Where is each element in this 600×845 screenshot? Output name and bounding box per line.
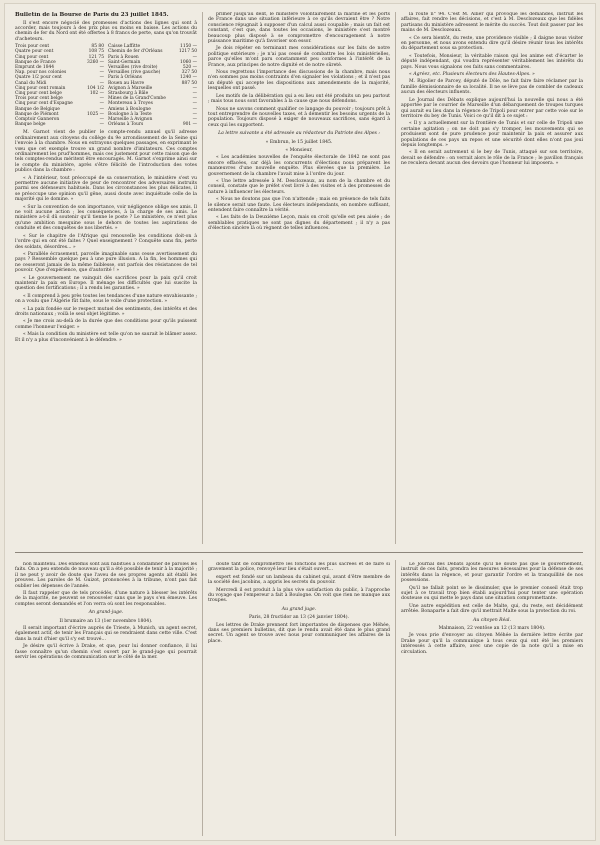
rate-name: Cinq pour cent romain [15, 85, 66, 91]
letter-heading: Au citoyen Réal. [473, 617, 511, 623]
rate-value: 1217 50 [178, 49, 197, 55]
column-2 [208, 12, 390, 550]
rate-value: — [192, 90, 197, 96]
stock-rates [15, 44, 197, 127]
article-paragraph: la route n° 94. C'est M. Allier qui provoque les demandes, instruit les affaires, fait rendre les décisions, et c'est à M. Desclozeaux que les fidèles partisans du ministère adressent le mérite du succès. Tout doit passer par les mains de M. Desclozeaux. [401, 12, 583, 34]
rate-name: Versailles (rive gauche) [108, 70, 161, 76]
rate-name: Nap. pour nos colonies [15, 70, 67, 76]
rate-row [15, 122, 104, 127]
letter-date: Malmaison, 22 ventôse an 12 (13 mars 1804). [438, 626, 546, 632]
rate-value: 1025 — [87, 111, 104, 117]
feuilleton-column-2 [208, 562, 390, 838]
article-paragraph: Qu'il ne fallait point se le dissimuler, que le premier conseil était trop sujet à ce travail trop bien établi aujourd'hui pour tenter une opération douteuse ou qui mette le pays dans une situation compromettante. [401, 585, 583, 602]
newspaper-page [4, 3, 596, 841]
column-divider [395, 560, 396, 836]
rate-value: 901 — [182, 122, 197, 128]
rate-name: Chemin de fer d'Orléans [108, 49, 163, 55]
rate-name: Avignon à Marseille [108, 85, 153, 91]
article-paragraph: « Toutefois, Monsieur, la véritable raison qui les anime est d'écarter le député indépendant, qui voudra représenter véritablement les intérêts du pays. Nous vous signalons ces faits sans commentaires. [401, 53, 583, 70]
rate-value: — [99, 64, 104, 70]
rate-value: — [192, 85, 197, 91]
column-3 [401, 12, 583, 550]
article-paragraph: « A l'intérieur, tout préoccupé de sa conservation, le ministère s'est vu permettre aucune initiative de peur de rencontrer des adversaires instruits parmi ses défenseurs habituels. Dans les circonstances les plus délicates, il se préoccupe une opinion qu'il gêne, aussi doute avec inquiétude celle de la majorité qui le domine. » [15, 175, 197, 203]
rate-name: Amiens à Boulogne [108, 106, 151, 112]
column-divider [202, 12, 203, 544]
article-paragraph: M. Rigolier de Parcey, député de Dôle, ne fait faire faire réclamer par la famille démissionnaire de sa localité. Il ne se lève pas de combler de cadeaux aucun des électeurs influents. [401, 79, 583, 96]
rate-name: Cinq pour cent belge [15, 90, 62, 96]
article-paragraph: Nous ne savons comment qualifier ce langage du pouvoir ; toujours prêt à tout entreprendre de nouvelles taxes, et à démentir les besoins urgents de la population. Toujours disposé à exiger de nouveaux sacrifices, sans égard à ceux qui les supportent. [208, 106, 390, 128]
article-paragraph: « Il y a actuellement sur la frontière de Tunis et sur celle de Tripoli une certaine agitation ; on ne doit pas s'y tromper, les mouvements qui se produisent sont de pure prudence pour maintenir la paix et assurer aux populations de ces pays un repos et une sécurité dont elles n'ont pas joui depuis longtemps. » [401, 121, 583, 148]
rate-value: 3260 — [87, 59, 104, 65]
letter-date: Paris, 28 fructidor an 13 (24 janvier 1804). [248, 615, 350, 621]
rate-name: Saint-Germain [108, 59, 141, 65]
article-paragraph: Les motifs de la délibération qui a eu lieu ont été produits un peu partout ; mais tous nous sont favorables à la cause que nous défendons. [208, 93, 390, 105]
article-paragraph: « Mais la condition du ministère est telle qu'on ne saurait le blâmer assez. Et il n'y a plus d'inconvénient à le défendre. » [15, 332, 197, 343]
rate-value: 108 75 [88, 49, 104, 55]
article-paragraph: « Le gouvernement ne vainquit dès sacrifices pour la paix qu'il croit maintenir la paix en Europe. Il ménage les difficultés que lui suscite la question des fortifications ; il a rendu les garanties. » [15, 275, 197, 292]
article-paragraph: Le Journal des Débats explique aujourd'hui la nouvelle qui nous a été apportée par le courrier de Marseille d'un débarquement de troupes turques qui aurait eu lieu dans la régence de Tripoli pour entrer par cette voie sur le territoire du bey de Tunis. Voici ce qu'il dit à ce sujet : [401, 97, 583, 119]
rate-name: Quatre pour cent [15, 49, 54, 55]
article-paragraph: « Nous ne doutons pas que l'on n'attende ; mais en présence de tels faits le silence serait une faute. Les électeurs indépendants, en nombre suffisant, entendent faire connaître la vérité. [208, 197, 390, 213]
rate-name: Banque de France [15, 59, 56, 65]
article-paragraph: « Sur la convention de son importance, voir négligence oblige ses amis. Il ne voit aucune action ; les conséquences, à la charge de ses amis. Le ministère a-t-il dû soutenir qu'il tienne le poste ? Le ministère, ce n'est plus qu'une ambition mesquine sous le dehors de toutes les aspirations de conduite et des conquêtes de nos libertés. » [15, 204, 197, 232]
article-paragraph: primer jusqu'au délit, le ministère volontairement la marine et les ports de France dans une situation inférieure à ce qu'ils devraient être ? Notre conscience répugnait à supposer d'un calcul aussi coupable ; mais un fait est constant, c'est que, dans toutes les occasions, le ministère s'est montré beaucoup plus disposé à se compromettre d'encouragement à notre puissance maritime qu'à favoriser son essor. [208, 12, 390, 45]
rate-row [108, 122, 197, 127]
article-paragraph: « Je me crois au-delà de la durée que des conditions pour qu'ils puissent comme l'honneur l'exiger. » [15, 319, 197, 330]
rate-value: — [99, 75, 104, 81]
article-paragraph: doute tant de compromettre les fonctions les plus sacrées et de faire si gravement la police, renvoyé leur lieu s'était ouvert... [208, 562, 390, 573]
rate-value: — [192, 96, 197, 102]
feuilleton-column-3 [401, 562, 583, 838]
article-paragraph: Il faut rappeler que de tels procédés, d'une nature à blesser les intérêts de la majorité, ne peuvent se renouveler sans que le pays s'en émeuve. Les comptes seront demandés et l'on verra où sont les responsables. [15, 591, 197, 607]
rate-name: Strasbourg à Bâle [108, 90, 149, 96]
letter-salutation: « Monsieur, [285, 147, 313, 153]
article-paragraph: « Sur le chapitre de l'Afrique qui renouvelle les conditions doit-on à l'ordre qui en ont été faites ? Quel enseignement ? Conquête sans fin, perte des soldats, désordres... » [15, 233, 197, 250]
letter-heading: An grand-juge. [88, 610, 124, 616]
rate-name: Marseille à Avignon [108, 116, 153, 122]
rate-name: Boulogne à la Teste [108, 111, 152, 117]
article-paragraph: « Les académies nouvelles de l'enquête électorale de 1842 ne sont pas encore effacées, car déjà les concurrents d'élections nous préparent les manœuvres d'une nouvelle enquête. Plus élevées que la première. Le gouvernement de la chambre l'avait mise à l'ordre du jour. [208, 155, 390, 177]
rate-name: Emprunt de 1844 [15, 64, 55, 70]
bulletin-title: Bulletin de la Bourse de Paris du 23 juillet 1845. [15, 12, 169, 18]
article-paragraph: « Il en serait autrement si le bey de Tunis, attaqué sur son territoire, devait se défendre : on verrait alors le rôle de la France ; le pavillon français ne reculera devant aucun des devoirs que l'honneur lui imposera. » [401, 150, 583, 167]
rate-name: Caisse Laffitte [108, 44, 141, 50]
letter-date: Il brumaire an 13 (1er novembre 1804). [59, 618, 153, 624]
article-paragraph: « Les faits de la Deuxième Leçon, mais on croit qu'elle est peu aisée ; de semblables pratiques ne sont pas dignes du département ; il n'y a pas d'élection sincère là où règnent de telles influences. [208, 215, 390, 232]
bulletin-intro: Il s'est encore négocié des promesses d'actions des lignes qui sont à accorder, mais toujours à des prix plus ou moins en baisse. Les actions du chemin de fer du Nord ont été offertes à 8 francs de perte, sans qu'on trouvât d'acheteurs. [15, 20, 197, 42]
rate-name: Trois pour cent belge [15, 96, 63, 102]
section-rule [15, 552, 583, 553]
article-paragraph: expert est fondé sur un lambeau du cabinet qui, avant d'être membre de la société des jacobins, a appris les secrets du pouvoir. [208, 574, 390, 586]
article-paragraph: « La paix fondée sur le respect mutuel des sentiments, des intérêts et des droits nationaux ; voilà le seul objet légitime. » [15, 306, 197, 317]
rate-name: Cinq pour cent d'Espagne [15, 101, 73, 107]
article-paragraph: Le Journal des Débats ajoute qu'il ne doute pas que le gouvernement, instruit de ces faits, prendra les mesures nécessaires pour la défense de ses intérêts dans la régence, et pour garantir l'ordre et la tranquillité de nos possessions. [401, 562, 583, 584]
article-paragraph: « Il comprend à peu près toutes les tendances d'une nature envahissante ; on a voulu que l'Algérie fût faite, sous le voile d'une protection. » [15, 293, 197, 305]
rate-value: — [99, 80, 104, 86]
rate-value: — [192, 111, 197, 117]
article-paragraph: Je vous prie d'envoyer au citoyen Méhée la dernière lettre écrite par Drake pour qu'il la communique à tous ceux qui ont été les premiers intéressés à cette affaire, avec une copie de la note qu'il a mise en circulation. [401, 633, 583, 655]
rates-table-left [15, 44, 104, 127]
article-paragraph: Je dois répéter en terminant mes considérations sur les faits de notre politique extérieure ; je n'ai pas cessé de combattre les lois ministérielles, parce qu'elles m'ont paru constamment peu conformes à l'intérêt de la France, aux principes de notre dignité et de notre sûreté. [208, 46, 390, 68]
rate-value: — [192, 106, 197, 112]
article-paragraph: Mercredi il est produit à la plus vive satisfaction du public, à l'approche du voyage que l'empereur a fait à Boulogne. On voit que rien ne manque aux troupes. [208, 587, 390, 604]
rate-name: Cinq pour cent [15, 54, 49, 60]
rate-value: 102 — [89, 90, 104, 96]
article-paragraph: « Ce sera bientôt, du reste, une providence visible ; il daigne nous visiter en personne, et nous avons entendu dire qu'il désire réunir tous les intérêts du département sous sa protection. [401, 35, 583, 52]
rate-value: — [99, 70, 104, 76]
rates-table-right [108, 44, 197, 127]
rate-value: 1240 — [180, 75, 197, 81]
rate-name: Canal du Midi [15, 80, 47, 86]
rate-name: Orléans à Tours [108, 122, 144, 128]
article-paragraph: M. Garnot vient de publier le compte-rendu annuel qu'il adresse ordinairement aux citoyens du collège du 9e arrondissement de la Seine qui l'envoie à la chambre. Nous en extrayons quelques passages, en exprimant le vœu que cet exemple trouve un grand nombre d'imitateurs. Ces comptes ordinairement les prud'hommes, mais ces justement pour cette raison que de tels comptes-rendus méritent être encouragés. M. Garnot s'exprime ainsi sur le compte du ministère, après s'être félicité de l'introduction des votes publics dans la chambre : [15, 130, 197, 174]
column-1 [15, 12, 197, 550]
rate-name: Paris à Orléans [108, 75, 142, 81]
rate-name: Versailles (rive droite) [108, 64, 158, 70]
rate-name: Trois pour cent [15, 44, 50, 50]
rate-value: 121 75 [88, 54, 104, 60]
rate-name: Montereau à Troyes [108, 101, 153, 107]
rate-value: — [192, 116, 197, 122]
column-divider [202, 560, 203, 836]
article-paragraph: Les lettres de Drake prennent fort importantes de dispenses que Méhée, dans ses premiers bulletins, dit que le rendu avait été dans le plus grand secret. Un agent se trouve avec nous pour communiquer les affaires de la place. [208, 622, 390, 644]
rate-name: Comptoir Ganneron [15, 116, 60, 122]
rate-name: Quatre 1/2 pour cent [15, 75, 62, 81]
rate-name: Rouen au Havre [108, 80, 145, 86]
rate-value: 887 50 [181, 80, 197, 86]
article-paragraph: Il serait important d'écrire auprès de Trieste, à Munich, un agent secret, également actif, de tenir les Français qui se rendraient dans cette ville. C'est dans la nuit d'hier qu'il s'y est trouvé... [15, 626, 197, 642]
article-paragraph: Nous regrettons l'importance des discussions de la chambre, mais nous n'en sommes pas moins contraints d'en signaler les violations ; et il n'est pas un député qui accepte les dispositions aux amendements de la majorité, lesquelles ont passé. [208, 70, 390, 92]
article-paragraph: non maintenu. Des ennemis sont aux habitués à condamner de paroles les faits. On a peu entendu de nouveau qu'il a été possible de tenir à la majorité ; il ne peut y avoir de doute que l'aveu de ses propres agents ait établi les preuves. Les paroles de M. Guizot, prononcées à la tribune, n'ont pas fait oublier les dépenses de l'année. [15, 562, 197, 589]
rate-value: 1060 — [180, 59, 197, 65]
column-divider [395, 12, 396, 544]
rate-value: — [192, 101, 197, 107]
rate-name: Banque de Piémont [15, 111, 59, 117]
rate-value: 1150 — [180, 44, 197, 50]
letter-heading: Au grand juge. [281, 606, 317, 612]
article-paragraph: « Une lettre adressée à M. Desclozeaux, au nom de la chambre et du conseil, constate que le préfet s'est livré à des visites et à des promesses de nature à influencer les électeurs. [208, 178, 390, 195]
rate-name: Banque de Belgique [15, 106, 60, 112]
rate-name: Mines de la Grand'Combe [108, 96, 166, 102]
rate-value: — [99, 106, 104, 112]
rate-value: 520 — [182, 64, 197, 70]
rate-value: 327 50 [181, 70, 197, 76]
rate-value: — [99, 96, 104, 102]
feuilleton-column-1 [15, 562, 197, 838]
rate-value: — [99, 101, 104, 107]
rate-value: — [99, 122, 104, 128]
letter-heading: La lettre suivante a été adressée au rédacteur du Patriote des Alpes : [218, 131, 380, 137]
rate-row [108, 49, 197, 54]
article-paragraph: « Parallèle écrasement, parcelle imaginable sans cesse avertissement du pays ? Ressemble quelque peu à une pure illusion. A la fin, les hommes qui ne cesseront jamais de la même faiblesse, ont parfois des résistances de tel pouvoir. Que d'expérience, que d'autorité ! » [15, 251, 197, 274]
letter-signature: « Agréez, etc. Plusieurs électeurs des Hautes-Alpes. » [409, 72, 535, 78]
rate-name: Banque belge [15, 122, 46, 128]
article-paragraph: Je désire qu'il écrive à Drake, et que, pour lui donner confiance, il lui fasse connaître qu'un chemin s'est ouvert par le grand-juge qui pourrait servir les opérations de communication sur le côté de la mer. [15, 644, 197, 661]
article-paragraph: Une autre expédition est celle de Malte, qui, du reste, est décidément arrêtée. Bonaparte a fait dire qu'il mettrait Malte sous la protection du roi. [401, 603, 583, 615]
letter-date: « Embrun, le 15 juillet 1845. [265, 139, 333, 145]
rate-name: Paris à Rouen [108, 54, 139, 60]
rate-value: — [192, 54, 197, 60]
rate-value: — [99, 116, 104, 122]
rate-value: 85 80 [91, 44, 104, 50]
rate-value: 104 1/2 [87, 85, 104, 91]
